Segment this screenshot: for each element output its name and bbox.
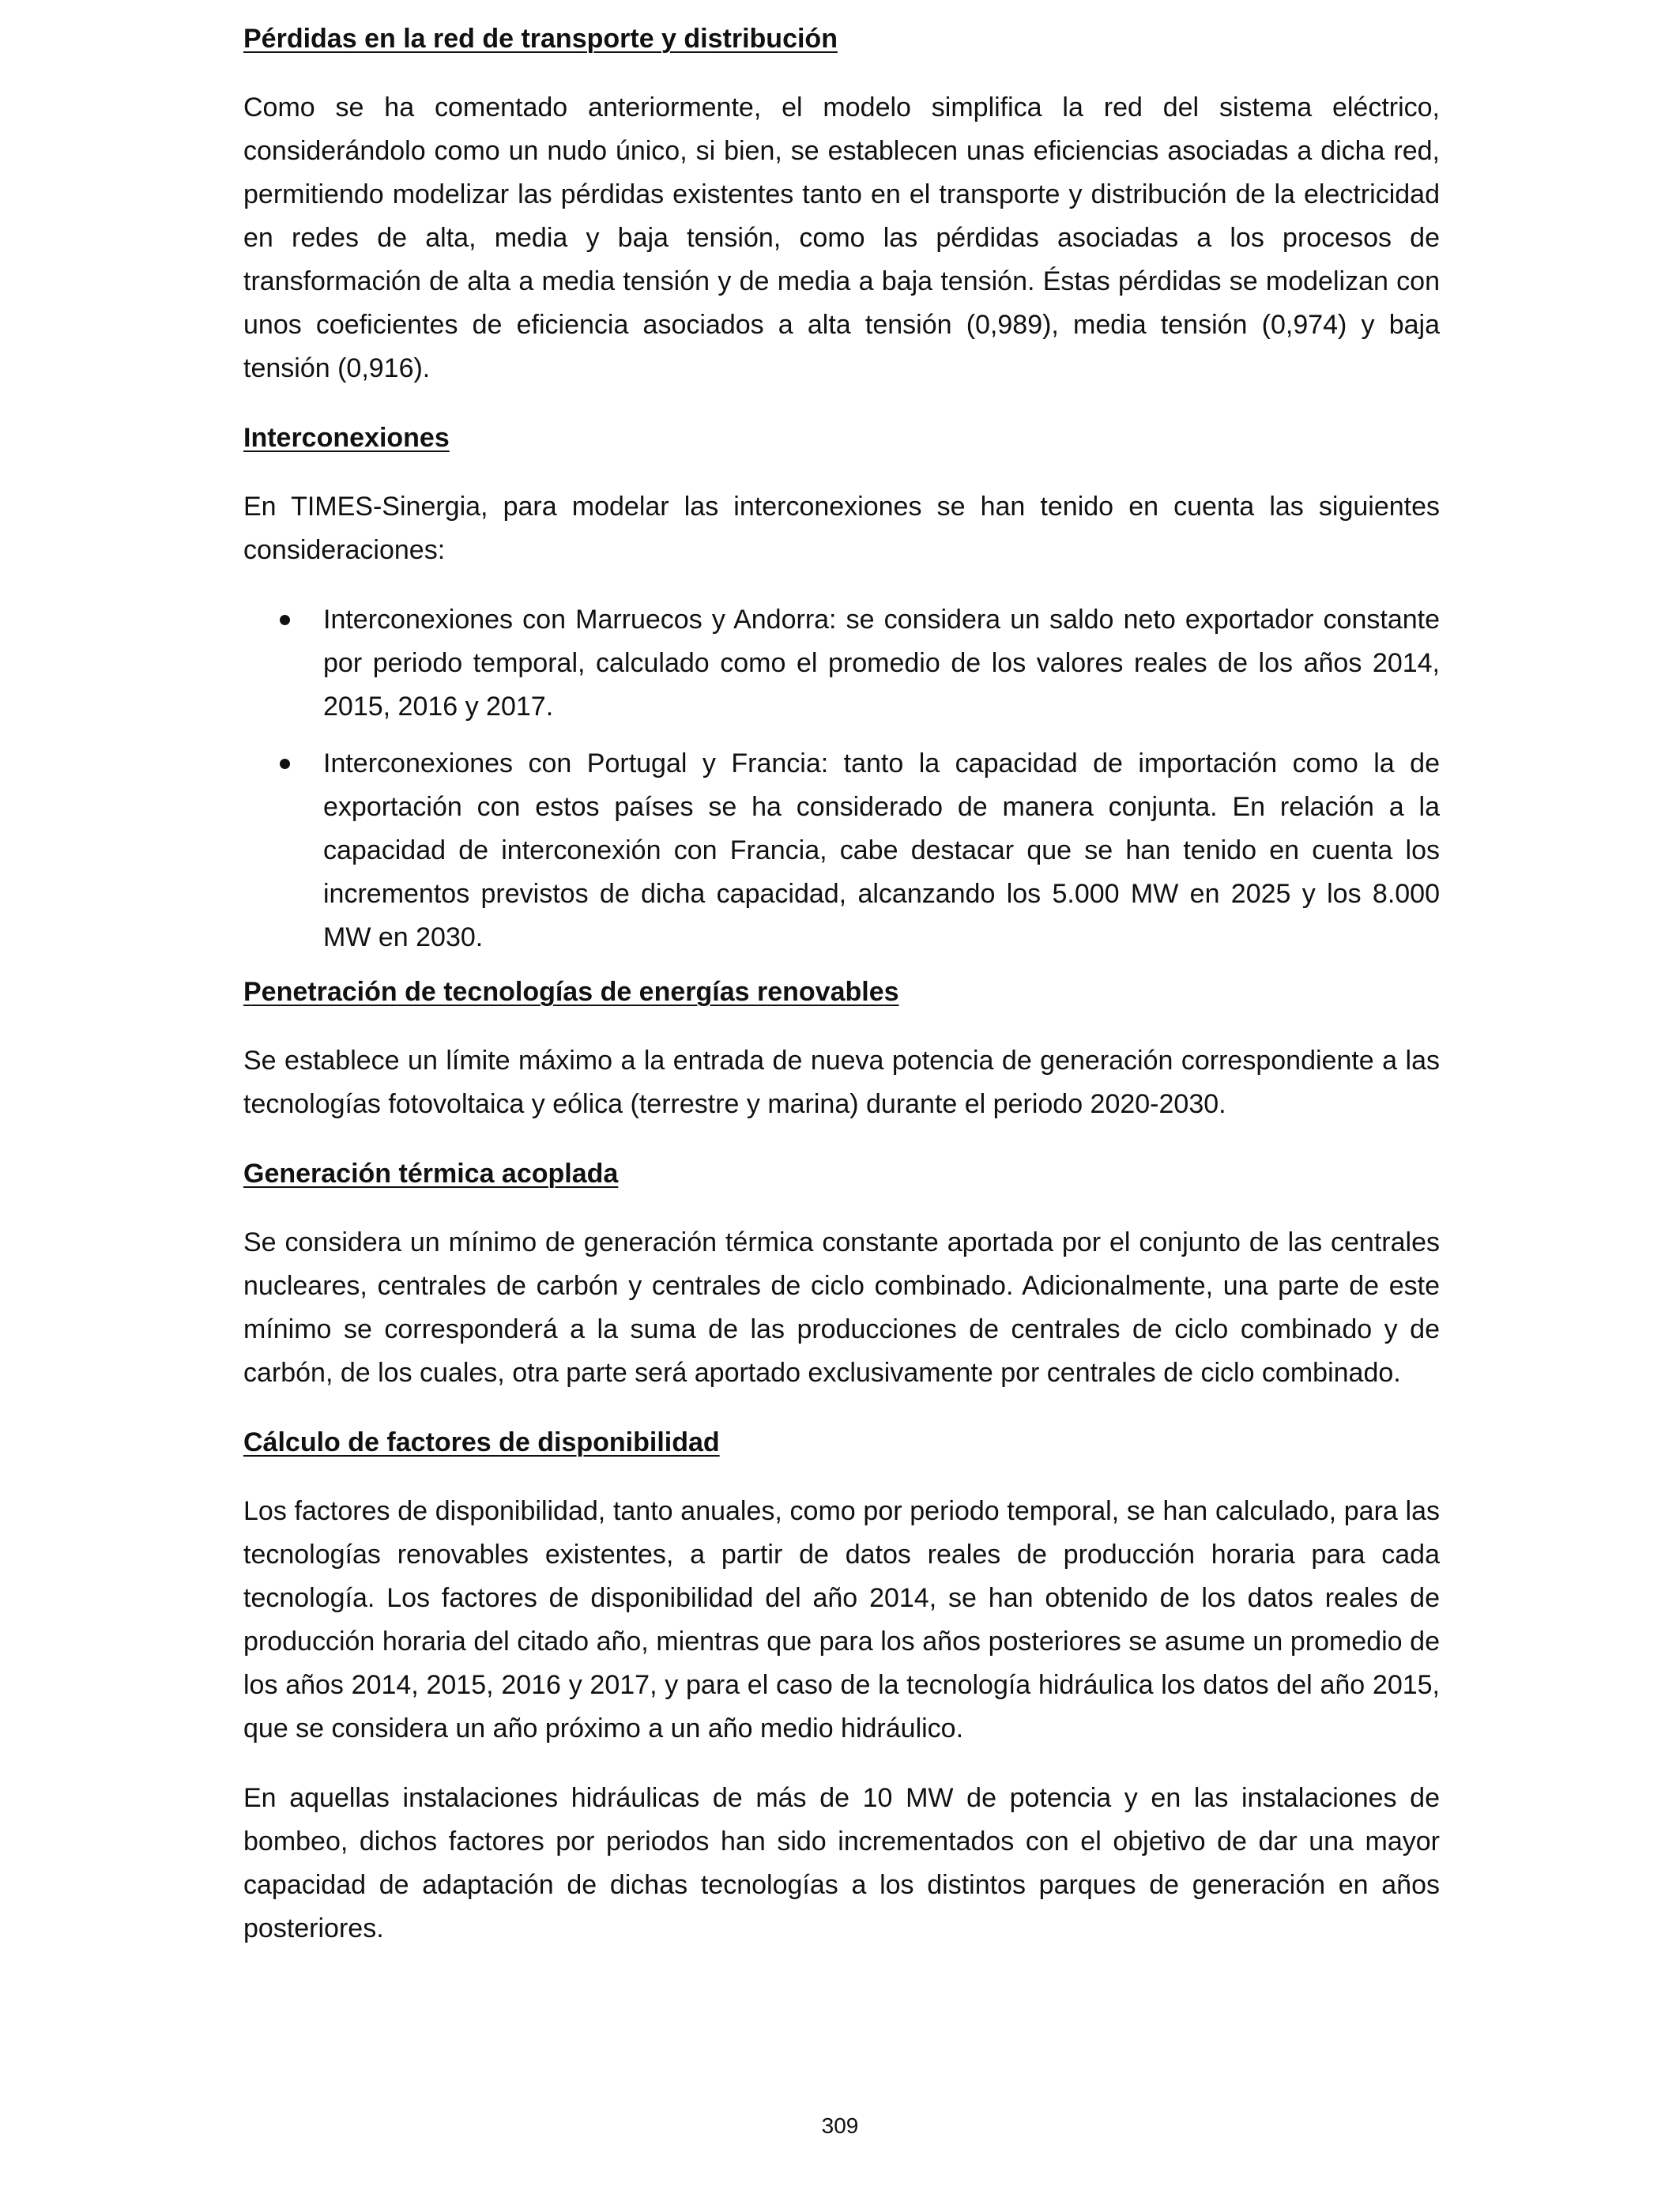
bullet-item-portugal-francia bbox=[243, 742, 1440, 959]
section-heading-termica: Generación térmica acoplada bbox=[243, 1159, 619, 1189]
section-heading-interconexiones: Interconexiones bbox=[243, 423, 450, 453]
paragraph-disponibilidad-2: En aquellas instalaciones hidráulicas de más de 10 MW de potencia y en las instalaciones de bombeo, dichos factores por periodos han sido incrementados con el objetivo de dar una mayor capacidad de adaptación de dichas tecnologías a los distintos parques de generación en años posteriores. bbox=[243, 1783, 1440, 1943]
paragraph-termica: Se considera un mínimo de generación térmica constante aportada por el conjunto de las centrales nucleares, centrales de carbón y centrales de ciclo combinado. Adicionalmente, una parte de este mínimo se corresponderá a la suma de las producciones de centrales de ciclo combinado y de carbón, de los cuales, otra parte será aportado exclusivamente por centrales de ciclo combinado. bbox=[243, 1227, 1440, 1388]
interconexiones-bullet-list bbox=[243, 598, 1440, 959]
section-heading-disponibilidad: Cálculo de factores de disponibilidad bbox=[243, 1427, 720, 1457]
paragraph-renovables: Se establece un límite máximo a la entrada de nueva potencia de generación correspondiente a las tecnologías fotovoltaica y eólica (terrestre y marina) durante el periodo 2020-2030. bbox=[243, 1046, 1440, 1119]
page-number: 309 bbox=[821, 2113, 859, 2138]
section-heading-perdidas: Pérdidas en la red de transporte y distribución bbox=[243, 24, 838, 54]
bullet-dot-icon bbox=[280, 615, 290, 625]
bullet-dot-icon bbox=[280, 759, 290, 769]
paragraph-disponibilidad-1: Los factores de disponibilidad, tanto anuales, como por periodo temporal, se han calculado, para las tecnologías renovables existentes, a partir de datos reales de producción horaria para cada tecnología. Los factores de disponibilidad del año 2014, se han obtenido de los datos reales de producción horaria del citado año, mientras que para los años posteriores se asume un promedio de los años 2014, 2015, 2016 y 2017, y para el caso de la tecnología hidráulica los datos del año 2015, que se considera un año próximo a un año medio hidráulico. bbox=[243, 1496, 1440, 1744]
bullet-text: Interconexiones con Portugal y Francia: tanto la capacidad de importación como la de exportación con estos países se ha considerado de manera conjunta. En relación a la capacidad de interconexión con Francia, cabe destacar que se han tenido en cuenta los incrementos previstos de dicha capacidad, alcanzando los 5.000 MW en 2025 y los 8.000 MW en 2030. bbox=[323, 748, 1440, 952]
bullet-item-marruecos-andorra bbox=[243, 598, 1440, 729]
section-heading-renovables: Penetración de tecnologías de energías renovables bbox=[243, 977, 899, 1007]
bullet-text: Interconexiones con Marruecos y Andorra: se considera un saldo neto exportador constante por periodo temporal, calculado como el promedio de los valores reales de los años 2014, 2015, 2016 y 2017. bbox=[323, 605, 1440, 722]
paragraph-interconexiones: En TIMES-Sinergia, para modelar las interconexiones se han tenido en cuenta las siguientes consideraciones: bbox=[243, 492, 1440, 565]
paragraph-perdidas: Como se ha comentado anteriormente, el modelo simplifica la red del sistema eléctrico, considerándolo como un nudo único, si bien, se establecen unas eficiencias asociadas a dicha red, permitiendo modelizar las pérdidas existentes tanto en el transporte y distribución de la electricidad en redes de alta, media y baja tensión, como las pérdidas asociadas a los procesos de transformación de alta a media tensión y de media a baja tensión. Éstas pérdidas se modelizan con unos coeficientes de eficiencia asociados a alta tensión (0,989), media tensión (0,974) y baja tensión (0,916). bbox=[243, 92, 1440, 383]
document-page bbox=[243, 17, 1440, 1977]
